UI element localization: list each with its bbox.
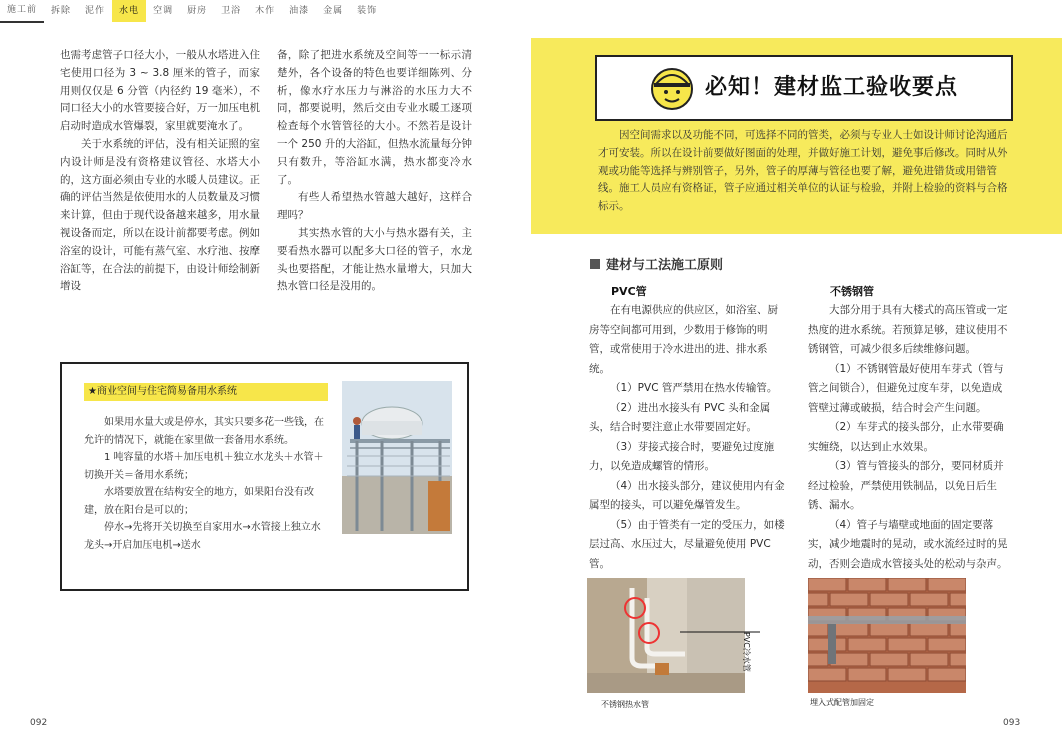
paragraph: （3）管与管接头的部分，要同材质并经过检验，严禁使用铁制品，以免日后生锈、漏水。 <box>808 460 1004 511</box>
paragraph: 其实热水管的大小与热水器有关，主要看热水器可以配多大口径的管子，水龙头也要搭配，才能让热水量增大，只加大热水管口径是没用的。 <box>277 226 472 293</box>
paragraph: 有些人希望热水管越大越好，这样合理吗？ <box>277 191 472 222</box>
nav-item: 空调 <box>153 6 174 16</box>
nav-item: 泥作 <box>85 6 106 16</box>
nav-item: 卫浴 <box>221 6 242 16</box>
left-column-2 <box>277 47 472 296</box>
left-column-1 <box>60 47 260 296</box>
section-title: 建材与工法施工原则 <box>606 258 724 273</box>
brick-wall-pipe-photo <box>808 578 966 693</box>
paragraph: 在有电源供应的供应区，如浴室、厨房等空间都可用到，少数用于修饰的明管，或常使用于冷水进出的进、排水系统。 <box>589 304 778 375</box>
worker-helmet-icon <box>649 64 695 110</box>
pvc-heading: PVC管 <box>611 285 647 298</box>
paragraph: 1 吨容量的水塔＋加压电机＋独立水龙头＋水管＋切换开关＝备用水系统； <box>84 452 324 481</box>
paragraph: （2）进出水接头有 PVC 头和金属头，结合时要注意止水带要固定好。 <box>589 401 771 433</box>
paragraph: （1）不锈钢管最好使用车芽式（管与管之间锁合），但避免过度车芽，以免造成管壁过薄或破损，结合时会产生问题。 <box>808 362 1004 414</box>
page-title: 必知！建材监工验收要点 <box>705 75 959 100</box>
chapter-nav <box>0 0 384 22</box>
sidebox-text <box>84 414 329 554</box>
paragraph: 停水→先将开关切换至自家用水→水管接上独立水龙头→开启加压电机→送水 <box>84 522 321 551</box>
paragraph: （5）由于管类有一定的受压力，如楼层过高、水压过大，尽量避免使用 PVC 管。 <box>589 518 785 570</box>
paragraph: （4）管子与墙壁或地面的固定要落实，减少地震时的晃动，或水流经过时的晃动，否则会造成水管接头处的松动与杂声。 <box>808 518 1008 570</box>
paragraph: （4）出水接头部分，建议使用内有金属型的接头，可以避免爆管发生。 <box>589 479 785 511</box>
photo-caption: 埋入式配管加固定 <box>810 698 874 707</box>
stainless-column <box>808 301 1008 574</box>
paragraph: （1）PVC 管严禁用在热水传输管。 <box>610 382 778 394</box>
backup-water-sidebox <box>60 362 469 591</box>
pipe-installation-photo <box>587 578 745 693</box>
paragraph: 如果用水量大或是停水，其实只要多花一些钱，在允许的情况下，就能在家里做一套备用水系统。 <box>84 417 324 446</box>
paragraph: （3）芽接式接合时，要避免过度施力，以免造成螺管的情形。 <box>589 440 775 472</box>
paragraph: 水塔要放置在结构安全的地方，如果阳台没有改建，放在阳台是可以的； <box>84 487 314 516</box>
paragraph: 大部分用于具有大楼式的高压管或一定热度的进水系统。若预算足够，建议使用不锈钢管，可减少很多后续维修问题。 <box>808 304 1008 355</box>
paragraph: 也需考虑管子口径大小，一般从水塔进入住宅使用口径为 3 ~ 3.8 厘米的管子，而家用则仅仅是 6 分管（内径约 19 毫米），不同口径大小的水管要接合好，万一加压电机启动时造成水管爆裂，家里就要淹水了。 <box>60 49 260 133</box>
pvc-callout-label: PVC冷水管 <box>742 632 751 672</box>
nav-item: 木作 <box>255 6 276 16</box>
square-bullet-icon <box>590 259 600 269</box>
nav-item: 厨房 <box>187 6 208 16</box>
photo-caption: 不锈钢热水管 <box>601 700 649 709</box>
pvc-column <box>589 301 787 574</box>
nav-item: 施工前 <box>0 0 44 23</box>
nav-item-active: 水电 <box>112 0 146 22</box>
title-box <box>595 55 1013 121</box>
page-number-right: 093 <box>1003 718 1021 728</box>
paragraph: 备，除了把进水系统及空间等一一标示清楚外，各个设备的特色也要详细陈列、分析，像水疗水压力与淋浴的水压力大不同，都要说明，然后交由专业水暖工逐项检查每个水管管径的大小。不然若是设计一个 250 升的大浴缸，但热水流量每分钟只有数升，等浴缸水满，热水都变冷水了。 <box>277 49 472 186</box>
section-heading <box>590 254 723 273</box>
paragraph: 关于水系统的评估，没有相关证照的室内设计师是没有资格建议管径、水塔大小的，这方面必须由专业的水暖人员建议。正确的评估当然是依使用水的人员数量及习惯来计算，但由于现代设备越来越多，用水量视设备而定，所以在设计前都要考虑。例如浴室的设计，可能有蒸气室、水疗池、按摩浴缸等，在合法的前提下，由设计师绘制新增设 <box>60 137 260 293</box>
page-number-left: 092 <box>30 718 48 728</box>
nav-item: 拆除 <box>51 6 72 16</box>
stainless-heading: 不锈钢管 <box>830 285 874 298</box>
sidebox-heading: ★商业空间与住宅简易备用水系统 <box>84 383 328 401</box>
paragraph: 因空间需求以及功能不同，可选择不同的管类，必须与专业人士如设计师讨论沟通后才可安装。所以在设计前要做好图面的处理，并做好施工计划，避免事后修改。同时从外观或功能等选择与辨别管子，另外，管子的厚薄与管径也要了解，避免进错货或用错管线。施工人员应有资格证，管子应通过相关单位的认证与检验，并附上检验的资料与合格标示。 <box>598 129 1008 213</box>
paragraph: （2）车芽式的接头部分，止水带要确实缠绕，以达到止水效果。 <box>808 421 1004 453</box>
nav-item: 金属 <box>323 6 344 16</box>
nav-item: 装饰 <box>357 6 378 16</box>
rooftop-water-tank-photo <box>342 381 452 534</box>
nav-item: 油漆 <box>289 6 310 16</box>
intro-text <box>598 127 1016 216</box>
